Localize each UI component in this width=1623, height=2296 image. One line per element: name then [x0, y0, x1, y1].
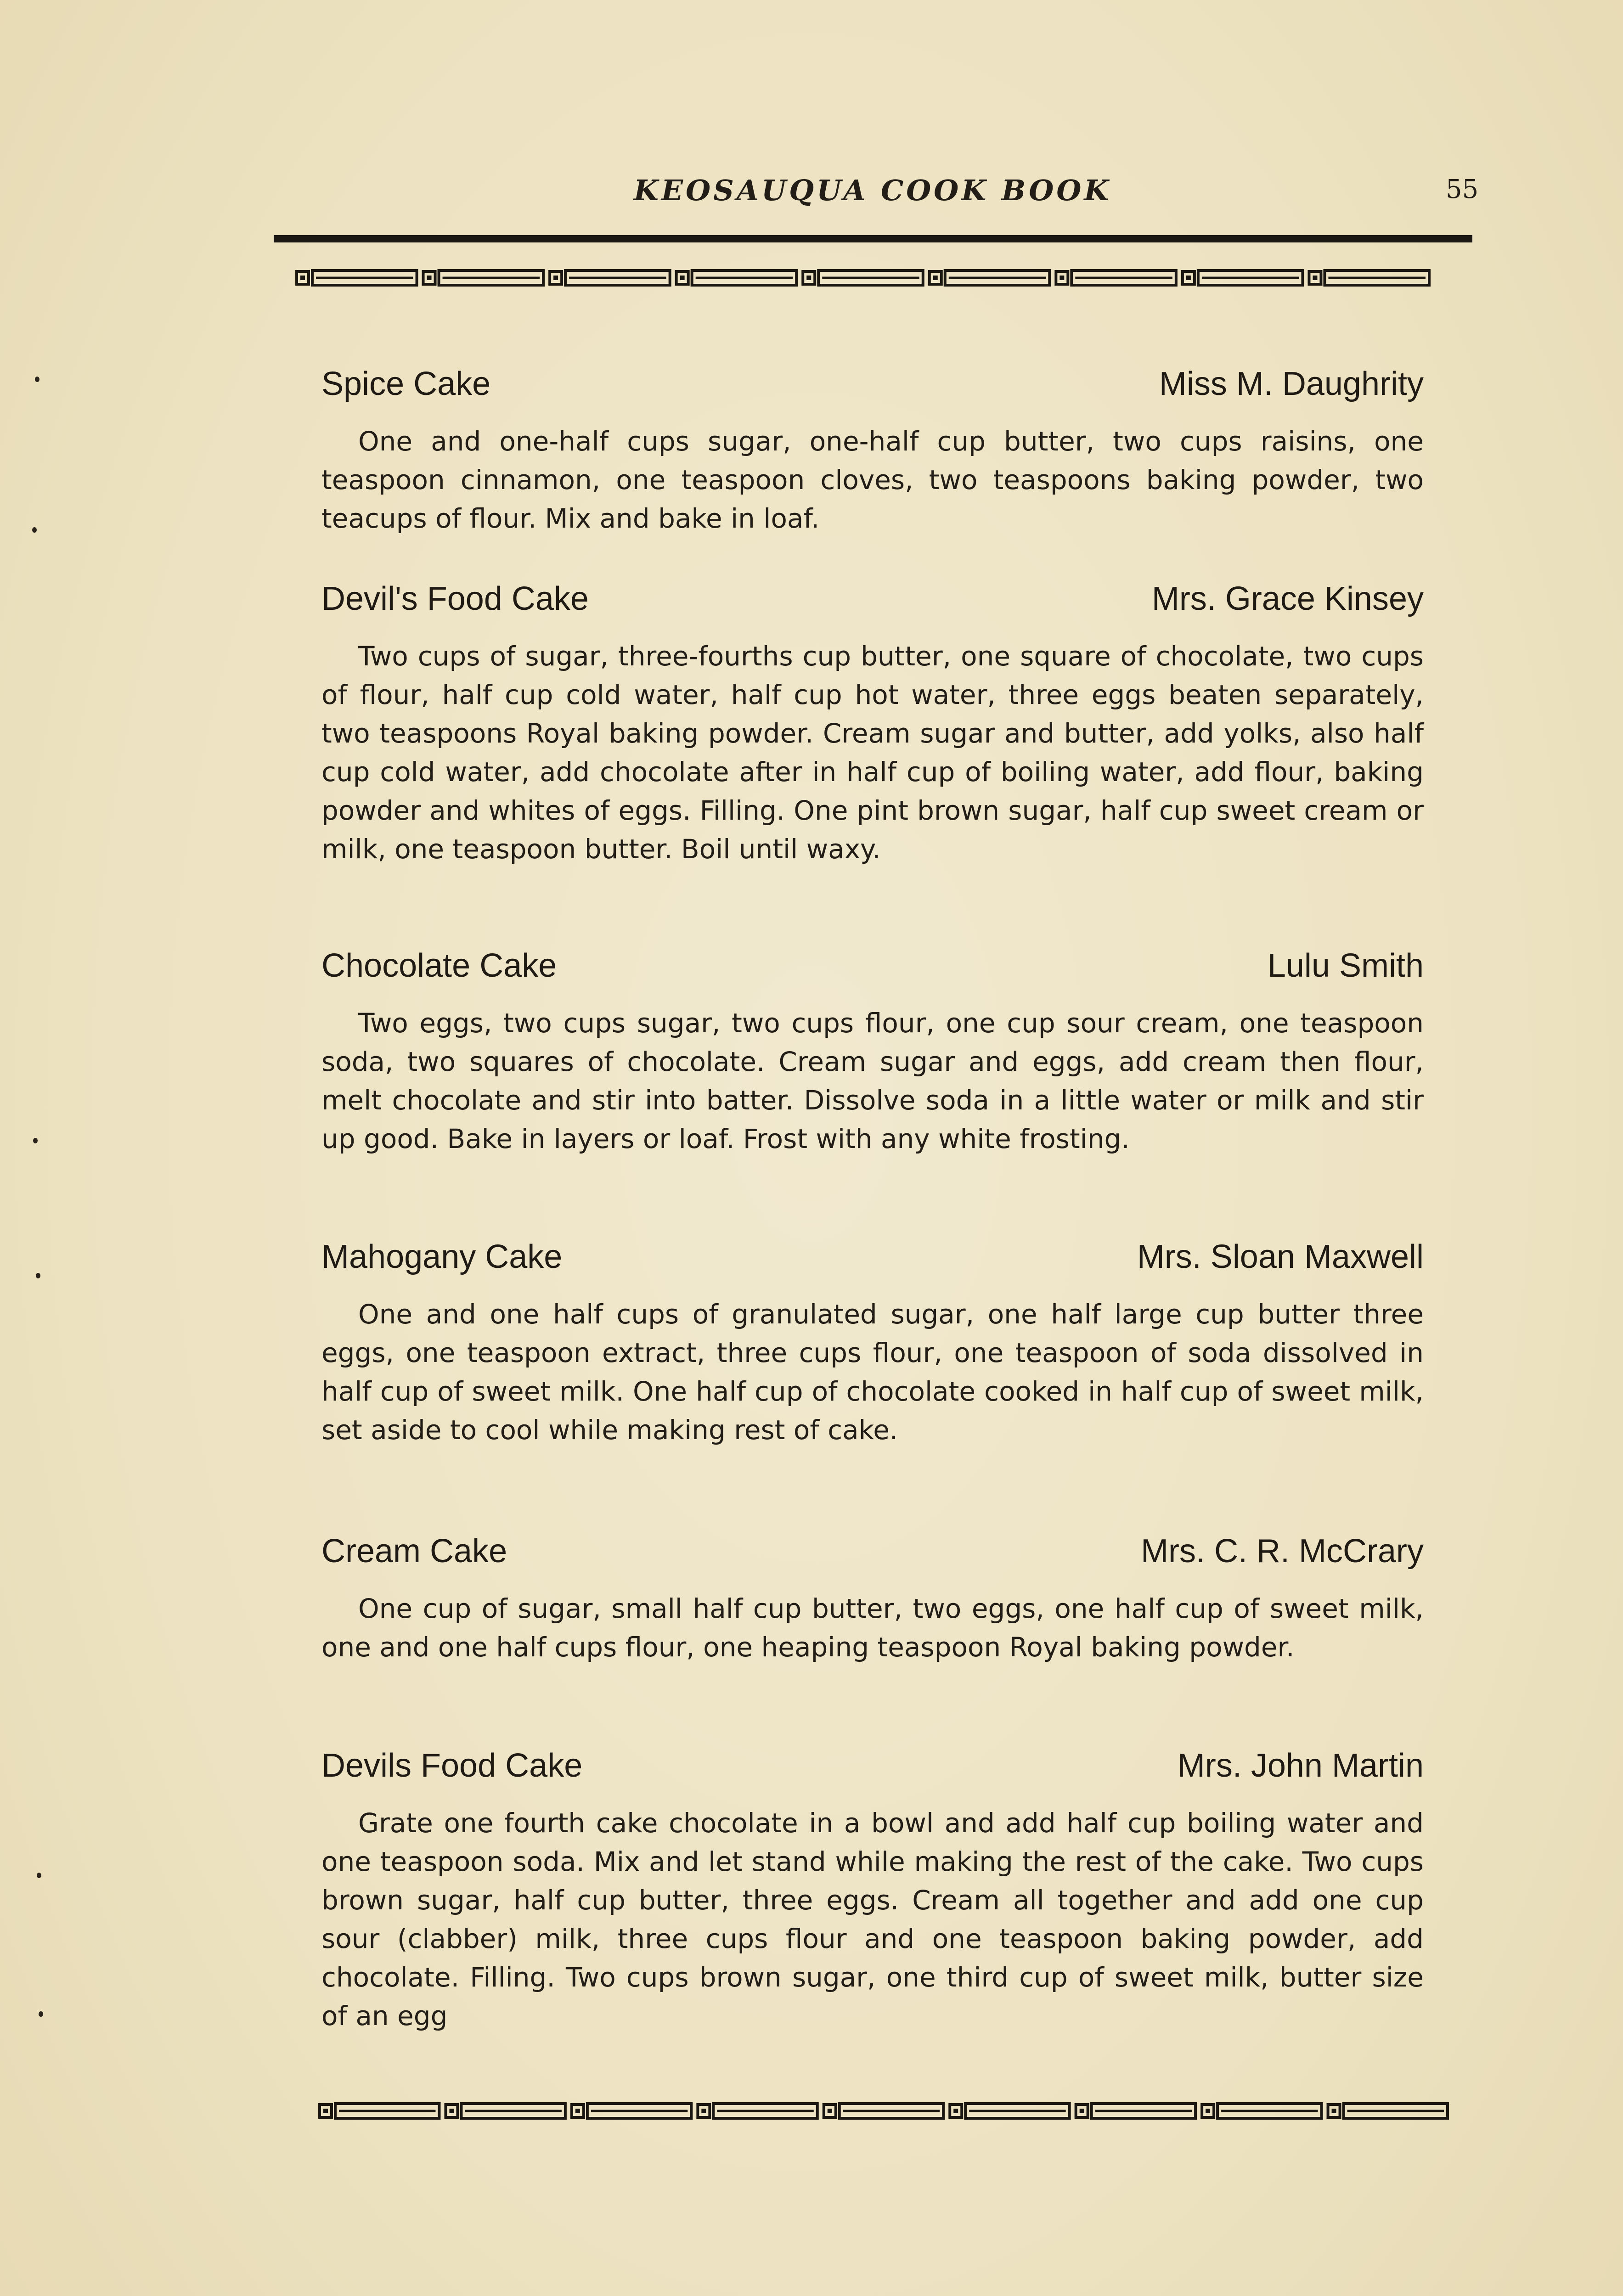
- decorative-border-bottom: [317, 2101, 1451, 2121]
- recipe-body: Two eggs, two cups sugar, two cups flour, one cup sour cream, one teaspoon soda, two squares of chocolate. Cream sugar and eggs, add cream then flour, melt chocolate and stir into batter. Dissolve soda in a little water or milk and stir up good. Bake in layers or loaf. Frost with any white frosting.: [321, 1007, 1424, 1154]
- border-ornament-dot: [806, 276, 811, 280]
- recipe-body: Grate one fourth cake chocolate in a bowl and add half cup boiling water and one teaspoon soda. Mix and let stand while making the rest of the cake. Two cups brown sugar, half cup butter, three eggs. Cream all together and add one cup sour (clabber) milk, three cups flour and one teaspoon baking powder, add chocolate. Filling. Two cups brown sugar, one third cup of sweet milk, butter size of an egg: [321, 1807, 1424, 2032]
- border-ornament-dot: [1080, 2109, 1084, 2113]
- recipe-chocolate-cake: [321, 947, 1424, 1158]
- recipe-mahogany-cake: [321, 1238, 1424, 1449]
- recipe-title: Spice Cake: [321, 366, 491, 402]
- recipe-title: Mahogany Cake: [321, 1238, 563, 1275]
- border-ornament-dot: [427, 276, 432, 280]
- border-ornament-dot: [1186, 276, 1191, 280]
- border-ornament-dot: [953, 2109, 958, 2113]
- header-rule: [274, 235, 1472, 242]
- margin-speck: [39, 2011, 43, 2017]
- border-ornament-dot: [933, 276, 938, 280]
- border-ornament-dot: [680, 276, 685, 280]
- recipe-devils-food-cake: [321, 580, 1424, 868]
- margin-speck: [32, 527, 37, 533]
- border-ornament-dot: [1313, 276, 1317, 280]
- recipe-title: Devil's Food Cake: [321, 580, 589, 617]
- recipe-title: Cream Cake: [321, 1533, 507, 1570]
- recipe-body: One cup of sugar, small half cup butter, two eggs, one half cup of sweet milk, one and one half cups flour, one heaping teaspoon Royal baking powder.: [321, 1593, 1424, 1663]
- recipe-devils-food-cake-2: [321, 1747, 1424, 2035]
- running-header: [0, 174, 1623, 219]
- border-ornament-dot: [1332, 2109, 1336, 2113]
- recipe-body: Two cups of sugar, three-fourths cup butter, one square of chocolate, two cups of flour, half cup cold water, half cup hot water, three eggs beaten separately, two teaspoons Royal baking powder. Cream sugar and butter, add yolks, also half cup cold water, add chocolate after in half cup of boiling water, add flour, baking powder and whites of eggs. Filling. One pint brown sugar, half cup sweet cream or milk, one teaspoon butter. Boil until waxy.: [321, 641, 1424, 865]
- border-ornament-dot: [300, 276, 305, 280]
- decorative-border-top: [294, 268, 1433, 288]
- border-ornament-dot: [1059, 276, 1064, 280]
- border-ornament-dot: [1206, 2109, 1210, 2113]
- recipe-author: Miss M. Daughrity: [1159, 366, 1424, 402]
- border-ornament-dot: [575, 2109, 580, 2113]
- border-ornament-dot: [323, 2109, 328, 2113]
- recipe-author: Lulu Smith: [1267, 947, 1424, 984]
- page-number: 55: [1446, 174, 1479, 204]
- recipe-body: One and one-half cups sugar, one-half cup butter, two cups raisins, one teaspoon cinnamon, one teaspoon cloves, two teaspoons baking powder, two teacups of flour. Mix and bake in loaf.: [321, 426, 1424, 534]
- border-ornament-dot: [828, 2109, 832, 2113]
- recipe-title: Chocolate Cake: [321, 947, 557, 984]
- recipe-author: Mrs. Sloan Maxwell: [1137, 1238, 1424, 1275]
- border-ornament-dot: [701, 2109, 706, 2113]
- margin-speck: [37, 1873, 41, 1878]
- margin-speck: [36, 1273, 40, 1278]
- border-ornament-dot: [553, 276, 558, 280]
- recipe-author: Mrs. John Martin: [1177, 1747, 1424, 1784]
- recipe-author: Mrs. Grace Kinsey: [1151, 580, 1424, 617]
- border-ornament-dot: [449, 2109, 454, 2113]
- recipe-title: Devils Food Cake: [321, 1747, 583, 1784]
- recipe-body: One and one half cups of granulated sugar, one half large cup butter three eggs, one teaspoon extract, three cups flour, one teaspoon of soda dissolved in half cup of sweet milk. One half cup of chocolate cooked in half cup of sweet milk, set aside to cool while making rest of cake.: [321, 1299, 1424, 1446]
- margin-speck: [33, 1138, 38, 1143]
- recipe-author: Mrs. C. R. McCrary: [1141, 1533, 1424, 1570]
- margin-speck: [35, 377, 39, 382]
- recipe-cream-cake: [321, 1532, 1424, 1666]
- book-title: KEOSAUQUA COOK BOOK: [634, 174, 1112, 207]
- recipe-spice-cake: [321, 365, 1424, 538]
